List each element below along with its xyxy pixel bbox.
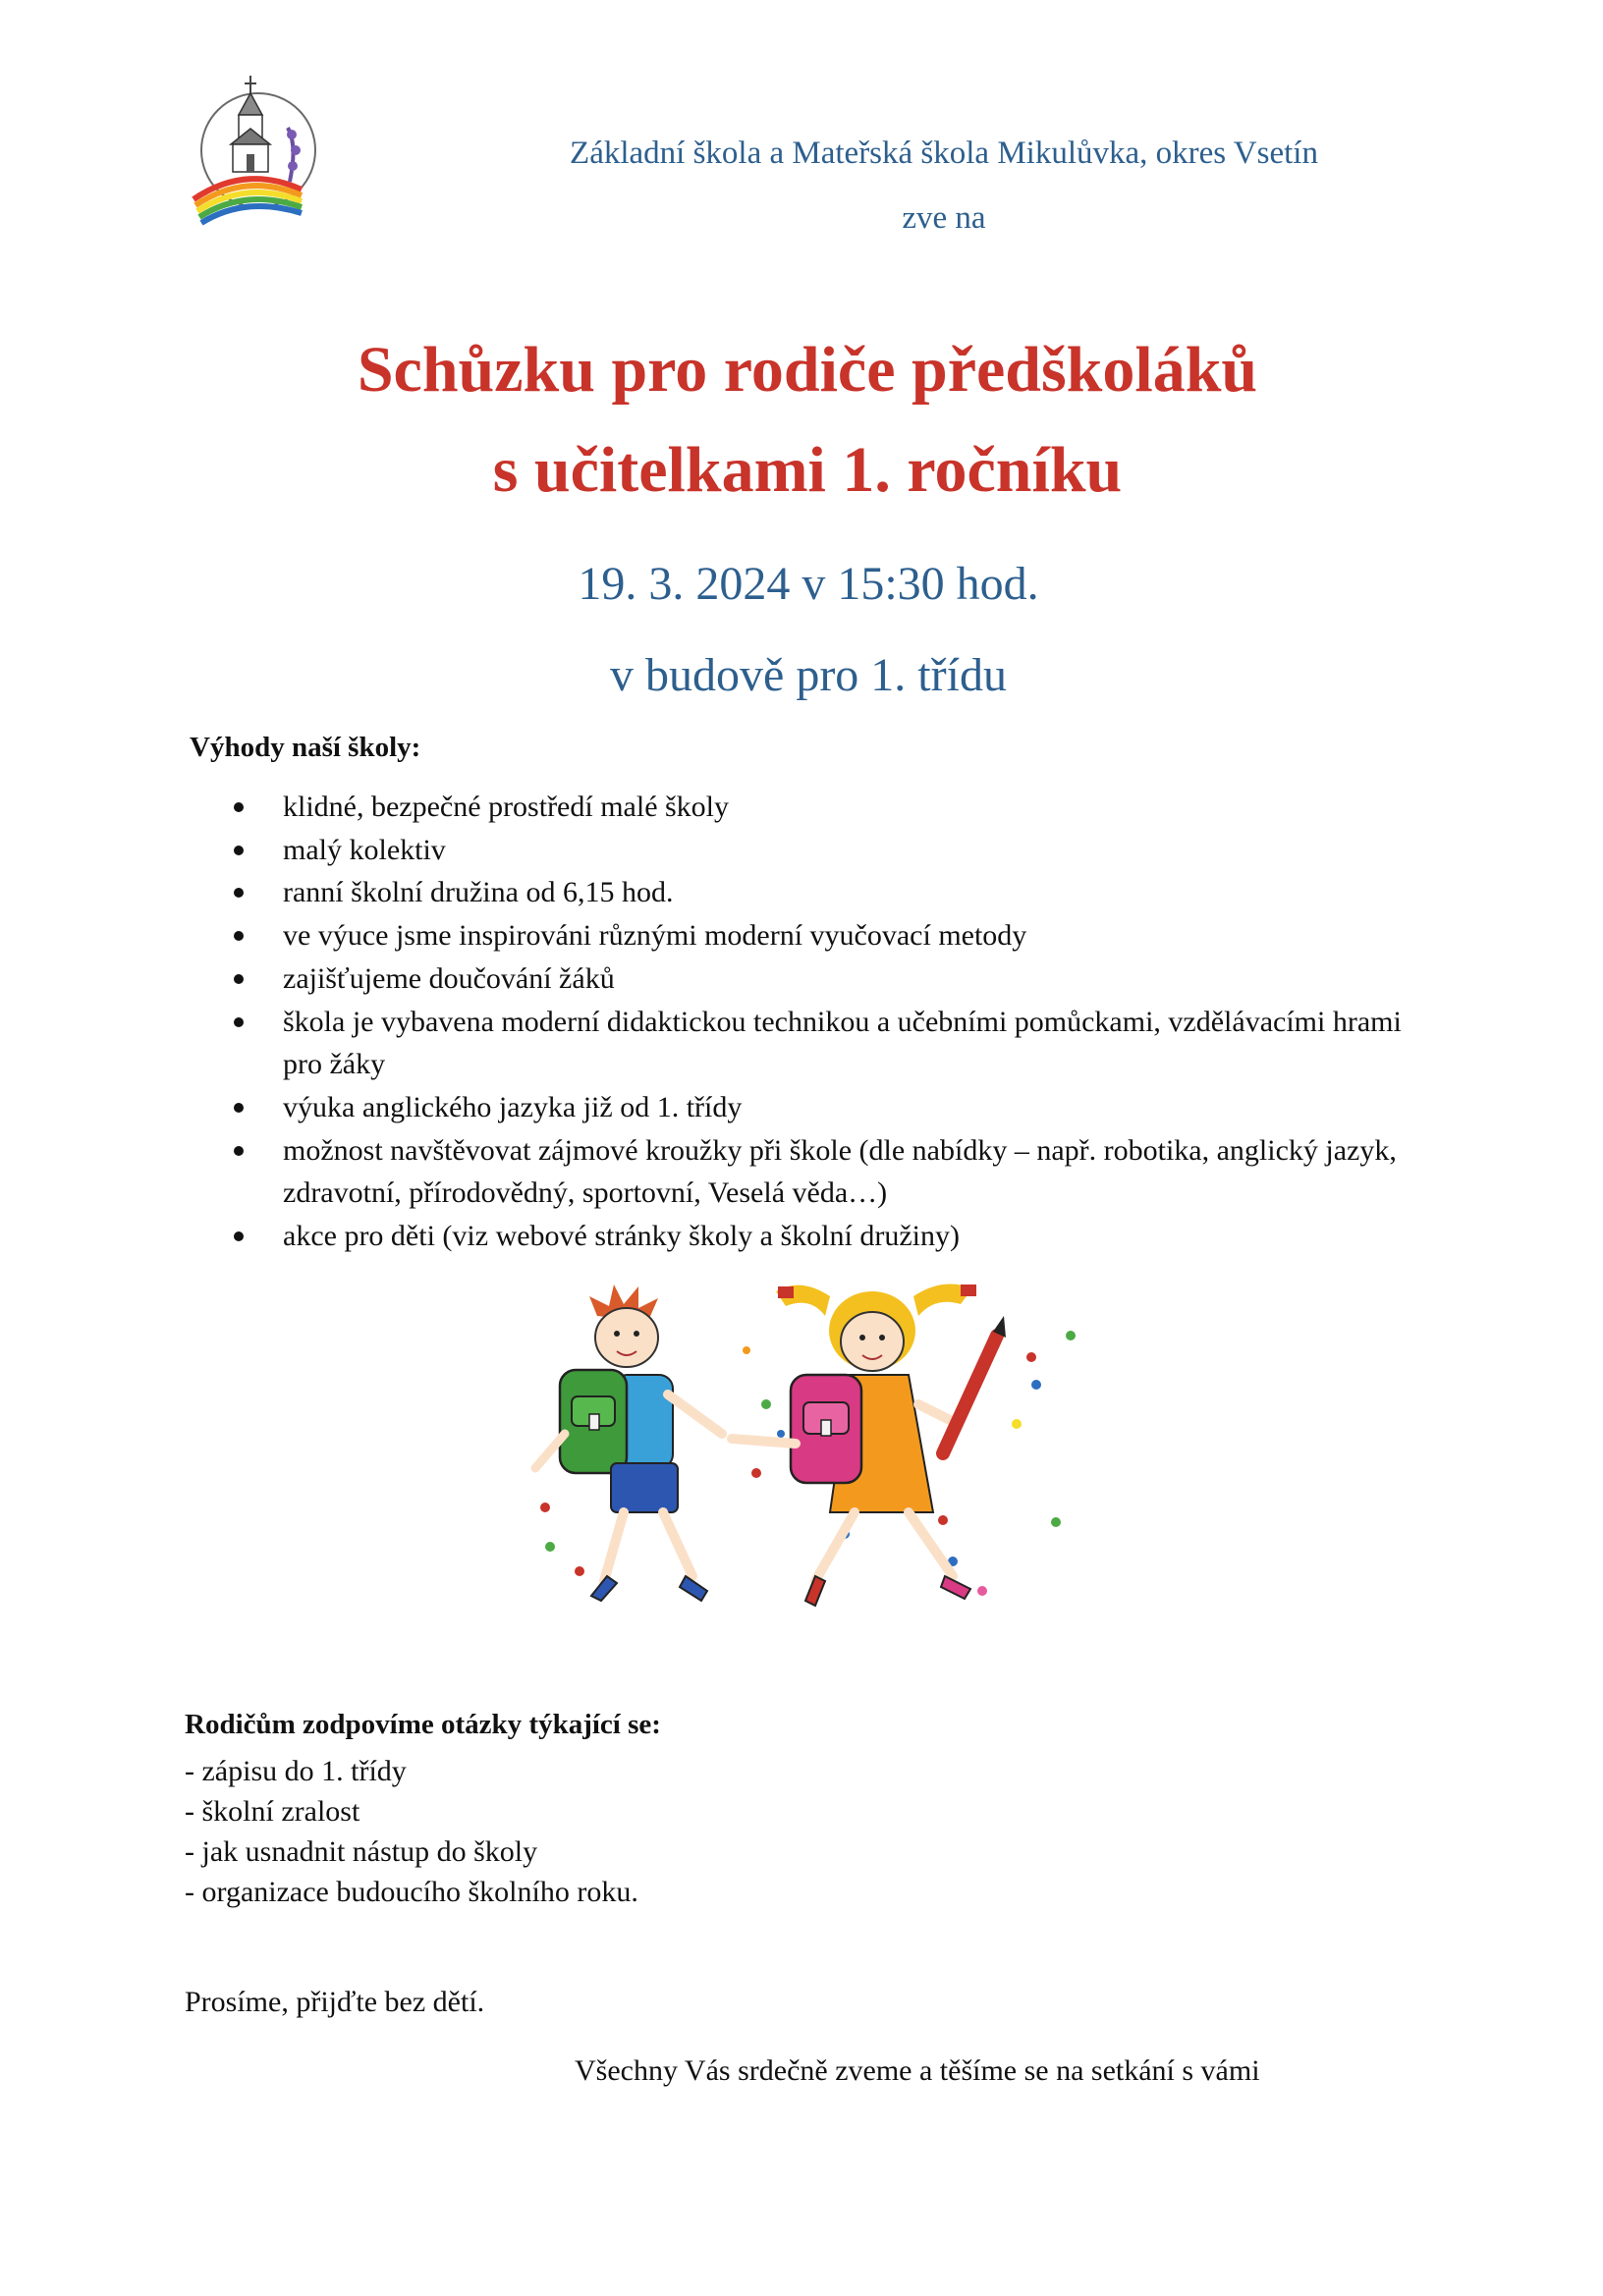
benefits-heading: Výhody naší školy:	[190, 732, 421, 763]
bullet-icon	[234, 974, 244, 984]
benefit-text: možnost navštěvovat zájmové kroužky při škole (dle nabídky – např. robotika, anglický jazyk, zdravotní, přírodovědný, sportovní, Veselá věda…)	[283, 1133, 1397, 1210]
bullet-icon	[234, 1231, 244, 1241]
benefit-text: malý kolektiv	[283, 833, 446, 866]
list-item	[234, 1129, 1412, 1215]
list-item	[234, 1086, 1412, 1129]
event-location: v budově pro 1. třídu	[610, 649, 1007, 701]
girl-figure	[732, 1285, 1006, 1607]
children-backpacks-illustration	[521, 1277, 1080, 1650]
benefit-text: ve výuce jsme inspirováni různými moderní vyučovací metody	[283, 919, 1027, 953]
bullet-icon	[234, 1146, 244, 1156]
benefit-text: ranní školní družina od 6,15 hod.	[283, 876, 674, 909]
benefits-list	[234, 786, 1412, 1258]
note-text: Prosíme, přijďte bez dětí.	[185, 1986, 485, 2018]
boy-figure	[535, 1285, 722, 1601]
bullet-icon	[234, 931, 244, 941]
list-item	[234, 1001, 1412, 1086]
list-item	[234, 871, 1412, 914]
list-item: - jak usnadnit nástup do školy	[185, 1835, 538, 1868]
list-item: - organizace budoucího školního roku.	[185, 1876, 638, 1908]
list-item: - zápisu do 1. třídy	[185, 1755, 407, 1787]
benefit-text: zajišťujeme doučování žáků	[283, 961, 615, 995]
benefit-text: výuka anglického jazyka již od 1. třídy	[283, 1090, 743, 1123]
list-item	[234, 1215, 1412, 1258]
event-title-line-1: Schůzku pro rodiče předškoláků	[357, 334, 1258, 406]
benefit-text: klidné, bezpečné prostředí malé školy	[283, 791, 730, 823]
event-date-time: 19. 3. 2024 v 15:30 hod.	[578, 558, 1039, 610]
bullet-icon	[234, 802, 244, 812]
list-item	[234, 914, 1412, 957]
list-item: - školní zralost	[185, 1795, 360, 1828]
invite-text: zve na	[902, 200, 986, 236]
questions-heading: Rodičům zodpovíme otázky týkající se:	[185, 1709, 661, 1740]
list-item	[234, 957, 1412, 1001]
benefit-text: akce pro děti (viz webové stránky školy a školní družiny)	[283, 1220, 960, 1253]
bullet-icon	[234, 846, 244, 855]
list-item	[234, 829, 1412, 872]
event-title-line-2: s učitelkami 1. ročníku	[492, 434, 1123, 506]
bullet-icon	[234, 1103, 244, 1113]
bullet-icon	[234, 1017, 244, 1027]
benefit-text: škola je vybavena moderní didaktickou technikou a učebními pomůckami, vzdělávacími hrami pro žáky	[283, 1005, 1402, 1081]
questions-list	[185, 1751, 638, 1912]
school-name: Základní škola a Mateřská škola Mikulůvka, okres Vsetín	[570, 136, 1318, 171]
list-item	[234, 786, 1412, 829]
closing-text: Všechny Vás srdečně zveme a těšíme se na setkání s vámi	[575, 2054, 1260, 2087]
bullet-icon	[234, 888, 244, 898]
